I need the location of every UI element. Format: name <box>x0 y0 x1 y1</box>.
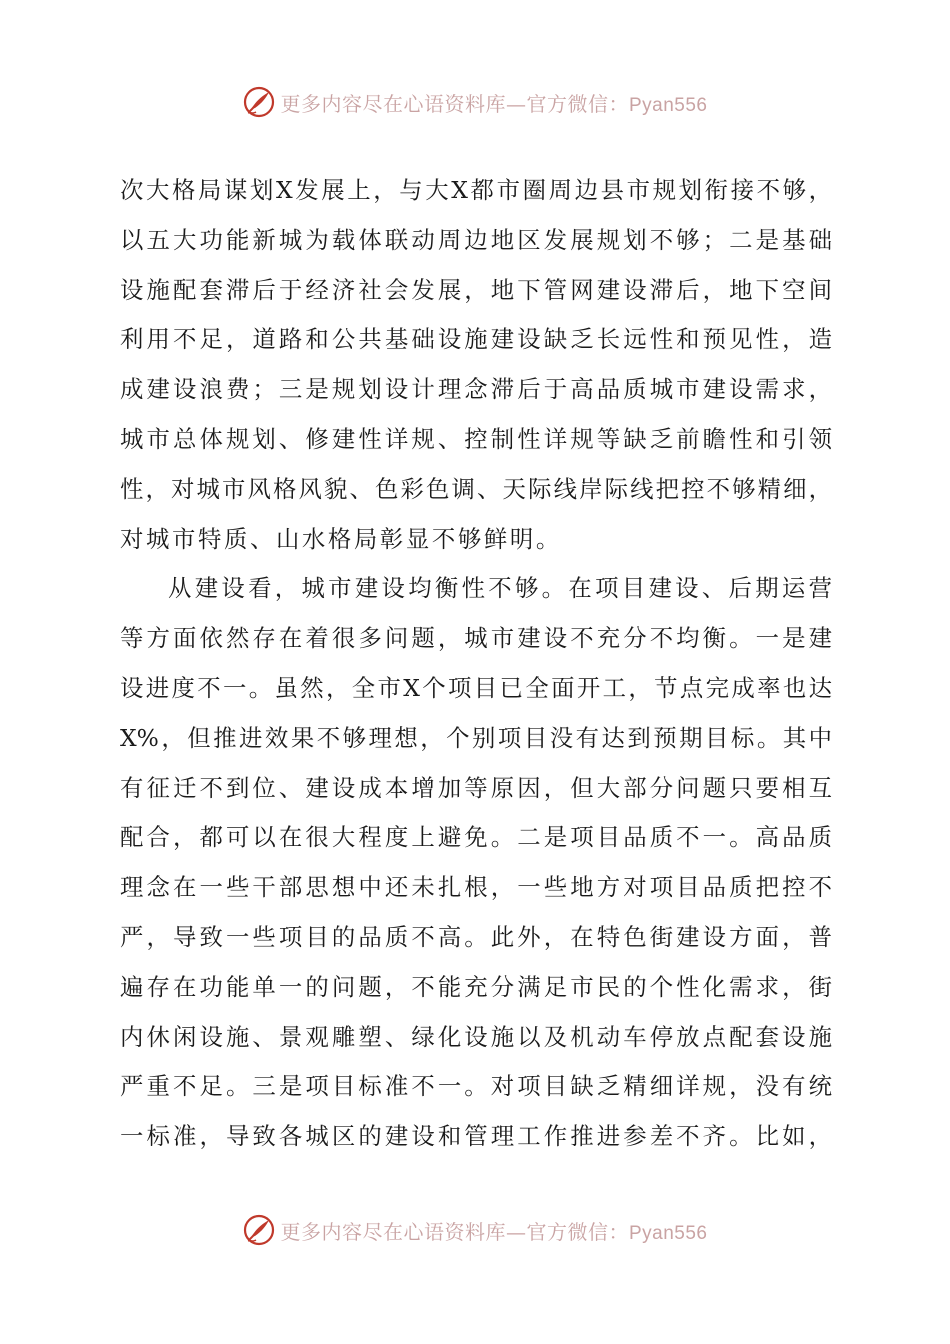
text-line: 城市总体规划、修建性详规、控制性详规等缺乏前瞻性和引领 <box>120 424 832 453</box>
text-line: 等方面依然存在着很多问题，城市建设不充分不均衡。一是建 <box>120 624 832 653</box>
text-line: 配合，都可以在很大程度上避免。二是项目品质不一。高品质 <box>120 823 832 852</box>
watermark-text <box>280 88 707 117</box>
text-line: 内休闲设施、景观雕塑、绿化设施以及机动车停放点配套设施 <box>120 1022 832 1051</box>
text-line: 成建设浪费；三是规划设计理念滞后于高品质城市建设需求， <box>120 375 832 404</box>
quill-seal-icon <box>242 1213 276 1247</box>
text-line: 设施配套滞后于经济社会发展，地下管网建设滞后，地下空间 <box>120 275 832 304</box>
footer-watermark <box>0 1210 950 1250</box>
text-line: 理念在一些干部思想中还未扎根，一些地方对项目品质把控不 <box>120 873 832 902</box>
text-line: 性，对城市风格风貌、色彩色调、天际线岸际线把控不够精细， <box>120 474 832 503</box>
text-line: 有征迁不到位、建设成本增加等原因，但大部分问题只要相互 <box>120 773 832 802</box>
text-line: 遍存在功能单一的问题，不能充分满足市民的个性化需求，街 <box>120 972 832 1001</box>
quill-seal-icon <box>242 85 276 119</box>
text-line: 严，导致一些项目的品质不高。此外，在特色街建设方面，普 <box>120 922 832 951</box>
text-line: 次大格局谋划X发展上，与大X都市圈周边县市规划衔接不够， <box>120 176 832 204</box>
text-line: X%，但推进效果不够理想，个别项目没有达到预期目标。其中 <box>120 723 832 752</box>
text-line: 对城市特质、山水格局彰显不够鲜明。 <box>120 524 562 553</box>
watermark-text-cn: 更多内容尽在心语资料库—官方微信： <box>280 1219 629 1244</box>
watermark-text-latin: Pyan556 <box>628 94 708 116</box>
watermark-text <box>280 1216 707 1245</box>
text-line: 利用不足，道路和公共基础设施建设缺乏长远性和预见性，造 <box>120 325 832 354</box>
header-watermark <box>0 82 950 122</box>
text-line: 设进度不一。虽然，全市X个项目已全面开工，节点完成率也达 <box>120 673 832 702</box>
text-line: 一标准，导致各城区的建设和管理工作推进参差不齐。比如， <box>120 1122 832 1151</box>
document-body <box>120 166 832 1162</box>
paragraph-2 <box>120 564 832 1162</box>
text-line: 以五大功能新城为载体联动周边地区发展规划不够；二是基础 <box>120 225 832 254</box>
text-line: 严重不足。三是项目标准不一。对项目缺乏精细详规，没有统 <box>120 1072 832 1101</box>
watermark-text-cn: 更多内容尽在心语资料库—官方微信： <box>280 91 629 116</box>
watermark-text-latin: Pyan556 <box>628 1222 708 1244</box>
text-line: 从建设看，城市建设均衡性不够。在项目建设、后期运营 <box>168 574 832 603</box>
paragraph-1 <box>120 166 832 564</box>
